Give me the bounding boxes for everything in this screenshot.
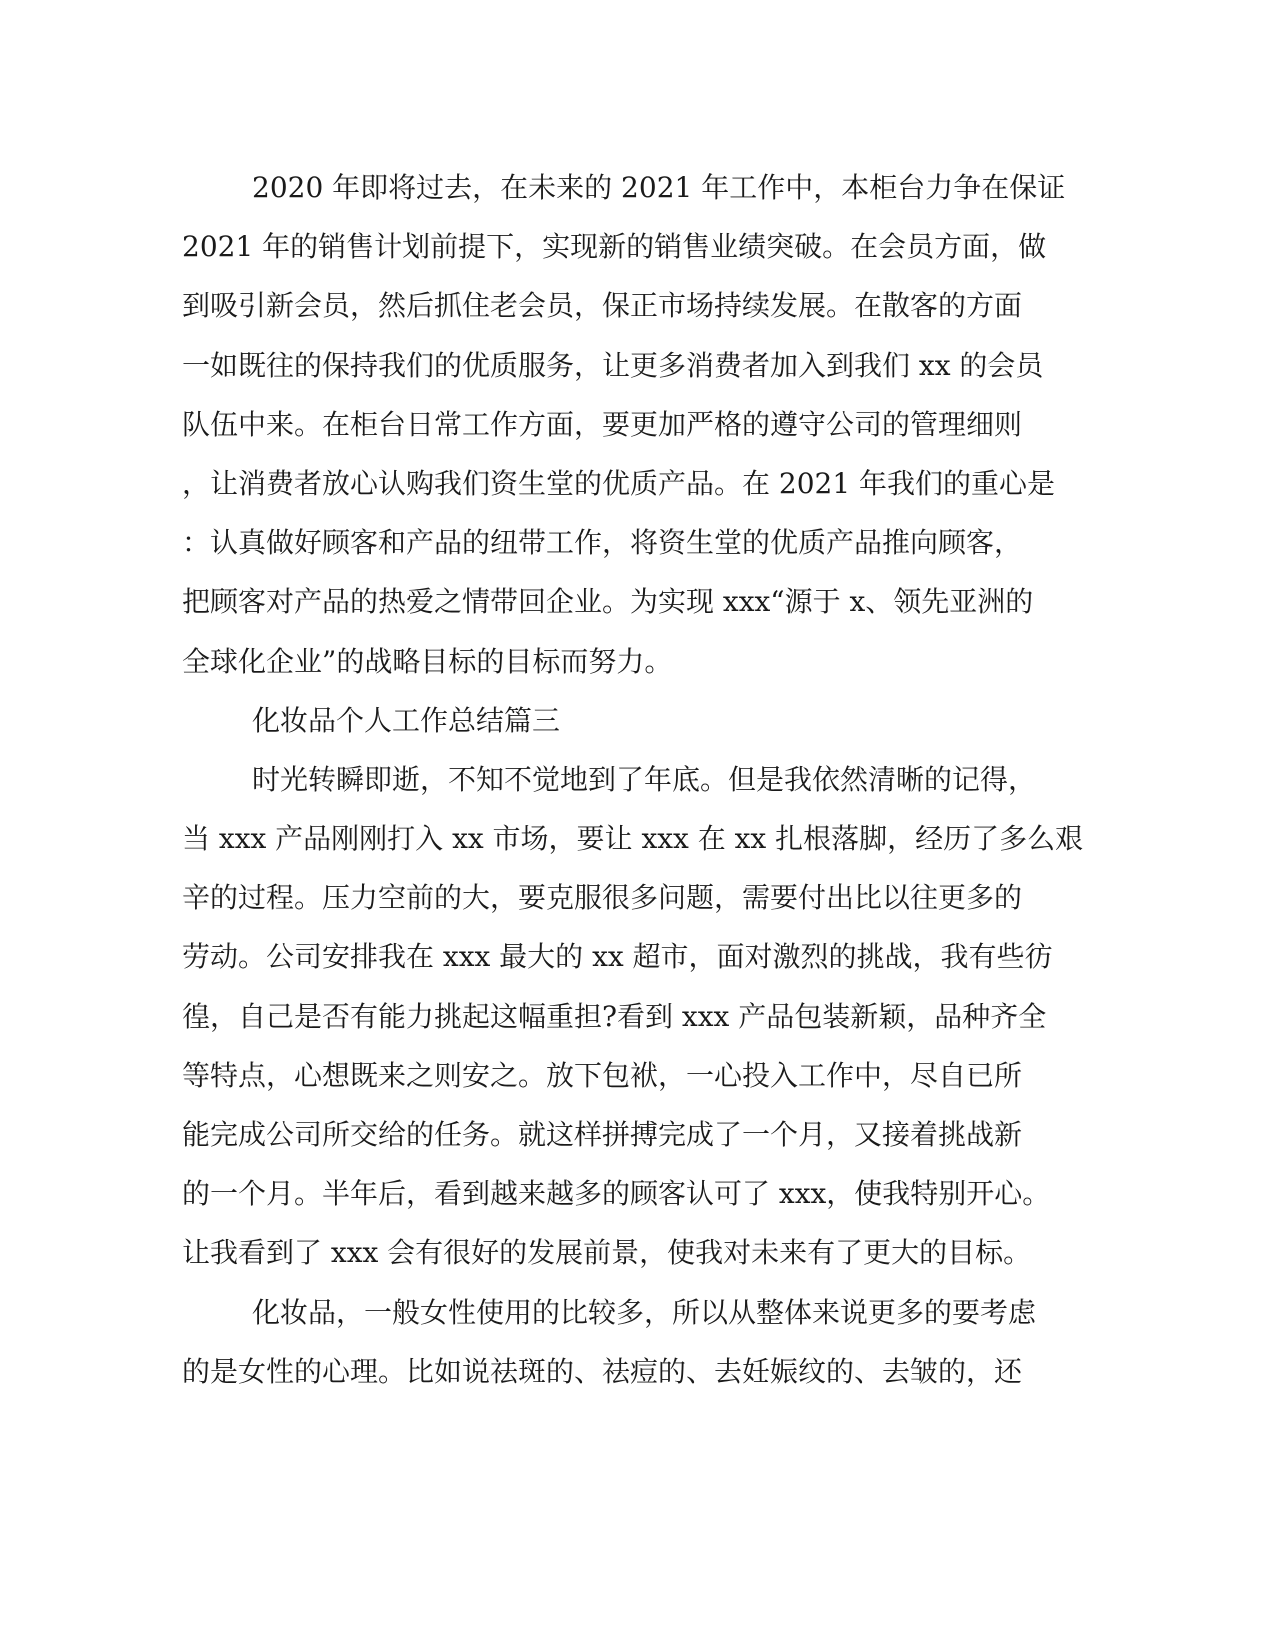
paragraph-line: 的一个月。半年后，看到越来越多的顾客认可了 xxx，使我特别开心。 [182,1177,1051,1211]
paragraph-line: 的是女性的心理。比如说祛斑的、祛痘的、去妊娠纹的、去皱的，还 [182,1354,1023,1388]
paragraph-line: 当 xxx 产品刚刚打入 xx 市场，要让 xxx 在 xx 扎根落脚，经历了多么艰 [182,822,1084,856]
paragraph-line: 让我看到了 xxx 会有很好的发展前景，使我对未来有了更大的目标。 [182,1236,1032,1270]
paragraph-3 [182,1283,1042,1401]
paragraph-line: 辛的过程。压力空前的大，要克服很多问题，需要付出比以往更多的 [182,881,1023,915]
paragraph-line: 2021 年的销售计划前提下，实现新的销售业绩突破。在会员方面，做 [182,230,1047,264]
paragraph-line: 全球化企业”的战略目标的目标而努力。 [182,644,673,678]
paragraph-line: 把顾客对产品的热爱之情带回企业。为实现 xxx“源于 x、领先亚洲的 [182,585,1034,619]
paragraph-2 [182,750,1084,1283]
paragraph-line: 时光转瞬即逝，不知不觉地到了年底。但是我依然清晰的记得， [252,762,1037,796]
paragraph-line: ，让消费者放心认购我们资生堂的优质产品。在 2021 年我们的重心是 [182,466,1056,500]
paragraph-line: 等特点，心想既来之则安之。放下包袱，一心投入工作中，尽自已所 [182,1058,1023,1092]
paragraph-line: 队伍中来。在柜台日常工作方面，要更加严格的遵守公司的管理细则 [182,407,1023,441]
paragraph-line: 化妆品，一般女性使用的比较多，所以从整体来说更多的要考虑 [252,1295,1037,1329]
paragraph-line: 能完成公司所交给的任务。就这样拼搏完成了一个月，又接着挑战新 [182,1118,1023,1151]
paragraph-line: 劳动。公司安排我在 xxx 最大的 xx 超市，面对激烈的挑战，我有些彷 [182,940,1053,974]
paragraph-line: 到吸引新会员，然后抓住老会员，保正市场持续发展。在散客的方面 [182,289,1023,323]
paragraph-1 [182,158,1066,691]
section-heading: 化妆品个人工作总结篇三 [252,703,561,737]
paragraph-line: 一如既往的保持我们的优质服务，让更多消费者加入到我们 xx 的会员 [182,348,1044,382]
paragraph-line: 2020 年即将过去，在未来的 2021 年工作中，本柜台力争在保证 [252,171,1066,204]
paragraph-line: 徨，自己是否有能力挑起这幅重担?看到 xxx 产品包装新颖，品种齐全 [182,999,1047,1033]
paragraph-line: ：认真做好顾客和产品的纽带工作，将资生堂的优质产品推向顾客， [182,526,1023,560]
document-body [182,158,1084,1401]
